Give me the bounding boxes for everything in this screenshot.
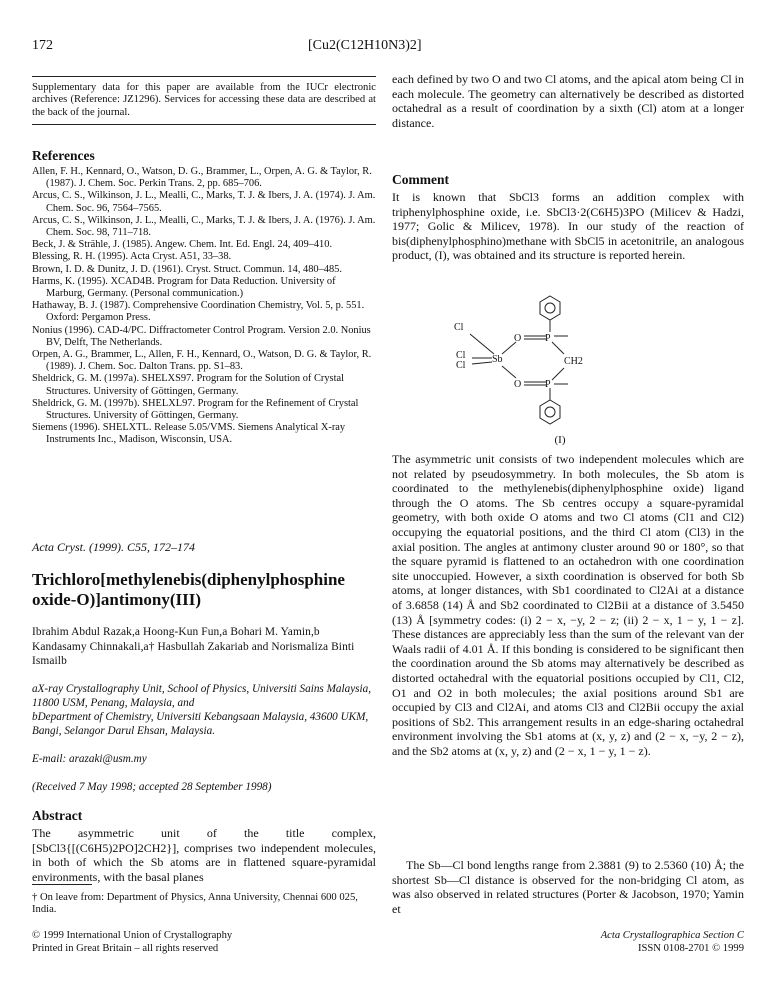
phenyl-ring-bottom (540, 400, 560, 424)
supplementary-note: Supplementary data for this paper are available from the IUCr electronic archives (Reference: JZ1296). Services for accessing these data are described at the back of the journal. (32, 82, 376, 118)
reference-item: Sheldrick, G. M. (1997b). SHELXL97. Program for the Refinement of Crystal Structures. University of Göttingen, Germany. (32, 397, 359, 422)
supp-rule (32, 124, 376, 125)
article-title: Trichloro[methylenebis(diphenylphosphine oxide-O)]antimony(III) (32, 570, 345, 609)
received-dates: (Received 7 May 1998; accepted 28 September 1998) (32, 781, 272, 793)
reference-item: Siemens (1996). SHELXTL. Release 5.05/VMS. Siemens Analytical X-ray Instruments Inc., Madison, Wisconsin, USA. (32, 422, 346, 446)
reference-item: Blessing, R. H. (1995). Acta Cryst. A51, 33–38. (32, 251, 232, 263)
abstract-heading: Abstract (32, 808, 83, 823)
abstract-text: The asymmetric unit of the title complex, [SbCl3{[(C6H5)2PO]2CH2}], comprises two independent molecules, in both of which the Sb atoms are in flattened square-pyramidal environments, with the basal planes (32, 826, 376, 884)
printed-line: Printed in Great Britain – all rights reserved (32, 943, 219, 954)
top-rule-left (32, 76, 376, 77)
atom-label: Cl (454, 322, 464, 333)
bond (552, 368, 564, 380)
atom-label: Sb (492, 354, 503, 365)
reference-item: Beck, J. & Strähle, J. (1985). Angew. Chem. Int. Ed. Engl. 24, 409–410. (32, 239, 333, 251)
atom-label: CH2 (564, 356, 583, 367)
comment-heading: Comment (392, 172, 449, 187)
reference-item: Orpen, A. G., Brammer, L., Allen, F. H., Kennard, O., Watson, D. G. & Taylor, R. (1989). J. Chem. Soc. Dalton Trans. pp. S1–83. (32, 349, 372, 373)
atom-label: O (514, 333, 522, 344)
reference-item: Nonius (1996). CAD-4/PC. Diffractometer Control Program. Version 2.0. Nonius BV, Delft, The Netherlands. (32, 324, 371, 348)
reference-item: Brown, I. D. & Dunitz, J. D. (1961). Cryst. Struct. Commun. 14, 480–485. (32, 263, 342, 275)
author-list: Ibrahim Abdul Razak,a Hoong-Kun Fun,a Bohari M. Yamin,b Kandasamy Chinnakali,a† Hasbullah Zakariab and Norismaliza Binti Ismailb (32, 626, 355, 667)
bond (472, 362, 492, 364)
affiliation-a: aX-ray Crystallography Unit, School of Physics, Universiti Sains Malaysia, 11800 USM, Penang, Malaysia, and (32, 683, 372, 710)
scheme-label: (I) (554, 434, 566, 446)
citation: Acta Cryst. (1999). C55, 172–174 (32, 540, 195, 554)
atom-label: P (545, 333, 551, 344)
reference-item: Arcus, C. S., Wilkinson, J. L., Mealli, C., Marks, T. J. & Ibers, J. A. (1976). J. Am. Chem. Soc. 98, 711–718. (32, 214, 376, 239)
abstract-continuation: each defined by two O and two Cl atoms, and the apical atom being Cl in each molecule. The geometry can alternatively be described as distorted octahedral as a result of coordination by a sixth (Cl) atom at a longer distance. (392, 72, 744, 130)
reference-item: Sheldrick, G. M. (1997a). SHELXS97. Program for the Solution of Crystal Structures. University of Göttingen, Germany. (32, 373, 344, 397)
journal-name: Acta Crystallographica Section C (600, 930, 744, 941)
comment-paragraph-2: The asymmetric unit consists of two independent molecules which are not related by pseudosymmetry. In both molecules, the Sb atom is coordinated to the methylenebis(diphenylphosphine oxide) ligand through the O atoms. The Sb centres occupy a square-pyramidal geometry, with both oxide O atoms and two Cl atoms (Cl1 and Cl2) occupying the equatorial positions, and the third Cl atom (Cl3) in the axial position. The angles at antimony cluster around 90 or 180°, so that the square pyramid is flattened to an octahedron with one coordination site unoccupied. However, a sixth coordination is observed for both Sb atoms, at longer distances, with Sb1 coordinated to Cl2Ai at a distance of 3.6858 (14) Å and Sb2 coordinated to Cl2Bii at a distance of 3.5450 (13) Å [symmetry codes: (i) 2 − x, −y, 2 − z; (ii) 2 − x, 1 − y, 1 − z]. These distances are appreciably less than the sum of the relevant van der Waals radii of 4.01 Å. If this bonding is considered to be significant then the coordination around the Sb atoms may alternatively be described as distorted octahedral with the equatorial positions occupied by Cl1, Cl2, O1 and O2 in both molecules; the axial positions around Sb1 are occupied by Cl3 and Cl2Ai, and atoms Cl3 and Cl2Bii occupy the axial positions of Sb2. This arrangement results in an edge-sharing octahedral environment involving the Sb1 atoms at (x, y, z) and (2 − x, −y, 2 − z), and the Sb2 atoms at (x, y, z) and (2 − x, 1 − y, 1 − z). (392, 452, 744, 758)
aromatic-circle (545, 303, 555, 313)
reference-item: Harms, K. (1995). XCAD4B. Program for Data Reduction. University of Marburg, Germany. (Personal communication.) (32, 275, 336, 300)
comment-paragraph-1: It is known that SbCl3 forms an addition complex with triphenylphosphine oxide, i.e. SbCl3·2(C6H5)3PO (Milicev & Hadzi, 1977; Golic & Milicev, 1978). In our study of the reaction of bis(diphenylphosphino)methane with SbCl5 in acetonitrile, an analogous product, (I), was obtained and its structure is reported herein. (392, 190, 744, 263)
atom-label: Cl (456, 350, 466, 361)
bond (470, 334, 494, 354)
reference-list (32, 166, 376, 447)
reference-item: Allen, F. H., Kennard, O., Watson, D. G., Brammer, L., Orpen, A. G. & Taylor, R. (1987). J. Chem. Soc. Perkin Trans. 2, pp. 685–706. (32, 166, 372, 190)
page-number: 172 (32, 38, 53, 53)
copyright-line: © 1999 International Union of Crystallography (32, 930, 233, 941)
chemical-scheme (440, 290, 640, 430)
footnote: † On leave from: Department of Physics, Anna University, Chennai 600 025, India. (32, 892, 358, 916)
running-head: [Cu2(C12H10N3)2] (308, 38, 422, 53)
atom-label: P (545, 379, 551, 390)
atom-label: O (514, 379, 522, 390)
affiliation-b: bDepartment of Chemistry, Universiti Kebangsaan Malaysia, 43600 UKM, Bangi, Selangor Darul Ehsan, Malaysia. (32, 711, 369, 738)
footnote-rule (32, 884, 92, 885)
issn-line: ISSN 0108-2701 © 1999 (637, 943, 744, 954)
reference-item: Hathaway, B. J. (1987). Comprehensive Coordination Chemistry, Vol. 5, p. 551. Oxford: Pergamon Press. (32, 300, 365, 324)
bond (552, 342, 564, 354)
atom-label: Cl (456, 360, 466, 371)
email: E-mail: arazaki@usm.my (32, 753, 147, 765)
references-heading: References (32, 148, 95, 163)
bond (502, 366, 516, 378)
phenyl-ring-top (540, 296, 560, 320)
reference-item: Arcus, C. S., Wilkinson, J. L., Mealli, C., Marks, T. J. & Ibers, J. A. (1974). J. Am. Chem. Soc. 96, 7564–7565. (32, 190, 376, 214)
aromatic-circle (545, 407, 555, 417)
comment-paragraph-3: The Sb—Cl bond lengths range from 2.3881 (9) to 2.5360 (10) Å; the shortest Sb—Cl distance is observed for the non-bridging Cl atom, as was also observed in related structures (Porter & Jacobson, 1970; Yamin et (392, 858, 744, 916)
